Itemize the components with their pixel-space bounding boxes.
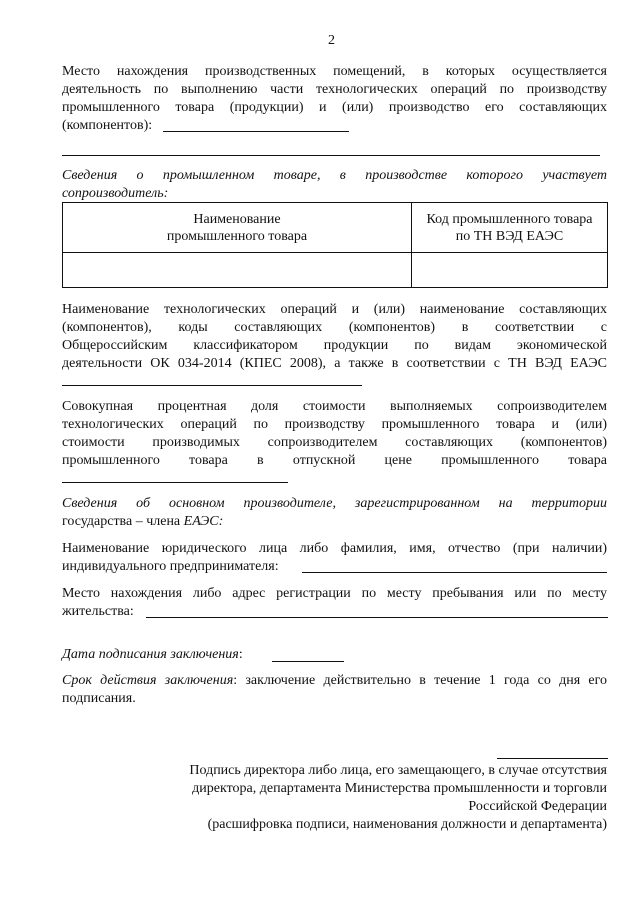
share-text-line: технологических операций по производству промышленного товара и (или) bbox=[62, 417, 607, 432]
location-text-line: Место нахождения производственных помещений, в которых осуществляется bbox=[62, 64, 607, 79]
signature-caption-line: (расшифровка подписи, наименования должности и департамента) bbox=[207, 817, 607, 832]
producer-name-label: Наименование юридического лица либо фамилия, имя, отчество (при наличии) bbox=[62, 541, 607, 556]
location-text-line: деятельность по выполнению части технологических операций по производству bbox=[62, 82, 607, 97]
heading-italic-part: ЕАЭС: bbox=[183, 514, 224, 529]
heading-normal-part: государства – члена bbox=[62, 514, 184, 529]
validity-label: Срок действия заключения bbox=[62, 673, 234, 688]
operations-text-line: Общероссийским классификатором продукции по видам экономической bbox=[62, 338, 607, 353]
validity-line: подписания. bbox=[62, 691, 136, 706]
share-text-line: Совокупная процентная доля стоимости выполняемых сопроизводителем bbox=[62, 399, 607, 414]
producer-address-label: жительства: bbox=[62, 604, 134, 619]
signature-caption-line: директора, департамента Министерства промышленности и торговли bbox=[192, 781, 607, 796]
signing-date-field[interactable] bbox=[272, 661, 344, 662]
product-table bbox=[62, 202, 608, 288]
location-fill-line-2[interactable] bbox=[62, 155, 600, 156]
location-text-line: (компонентов): bbox=[62, 118, 153, 133]
share-text-line: промышленного товара в отпускной цене промышленного товара bbox=[62, 453, 607, 468]
product-name-cell[interactable] bbox=[63, 253, 412, 288]
main-producer-heading: Сведения об основном производителе, зарегистрированном на территории bbox=[62, 496, 607, 511]
header-line: Наименование bbox=[193, 211, 281, 227]
product-info-heading: Сведения о промышленном товаре, в производстве которого участвует bbox=[62, 168, 607, 183]
operations-text-line: Наименование технологических операций и (или) наименование составляющих bbox=[62, 302, 607, 317]
operations-text-line: (компонентов), коды составляющих (компонентов) в соответствии с bbox=[62, 320, 607, 335]
header-line: Код промышленного товара bbox=[426, 211, 593, 227]
page-number: 2 bbox=[328, 33, 335, 48]
producer-name-label: индивидуального предпринимателя: bbox=[62, 559, 279, 574]
product-info-heading: сопроизводитель: bbox=[62, 186, 169, 201]
share-text-line: стоимости производимых сопроизводителем составляющих (компонентов) bbox=[62, 435, 607, 450]
table-header-product-name bbox=[63, 203, 412, 253]
signature-field[interactable] bbox=[497, 758, 608, 759]
producer-address-label: Место нахождения либо адрес регистрации по месту пребывания или по месту bbox=[62, 586, 607, 601]
product-code-cell[interactable] bbox=[412, 253, 608, 288]
validity-line bbox=[62, 672, 607, 690]
table-header-product-code bbox=[412, 203, 608, 253]
main-producer-heading-line2 bbox=[62, 513, 223, 531]
location-fill-line[interactable] bbox=[163, 131, 349, 132]
signature-caption-line: Подпись директора либо лица, его замещающего, в случае отсутствия bbox=[189, 763, 607, 778]
location-text-line: промышленного товара (продукции) и (или) производство его составляющих bbox=[62, 100, 607, 115]
operations-fill-line[interactable] bbox=[62, 385, 362, 386]
signing-date-row bbox=[62, 646, 243, 664]
validity-text: : заключение действительно в течение 1 года со дня его bbox=[233, 673, 607, 688]
signature-caption-line: Российской Федерации bbox=[468, 799, 607, 814]
operations-text-line: деятельности ОК 034-2014 (КПЕС 2008), а также в соответствии с ТН ВЭД ЕАЭС bbox=[62, 356, 607, 371]
header-line: по ТН ВЭД ЕАЭС bbox=[455, 228, 564, 244]
producer-name-field[interactable] bbox=[302, 572, 607, 573]
signing-date-colon: : bbox=[238, 647, 243, 662]
producer-address-field[interactable] bbox=[146, 617, 608, 618]
signing-date-label: Дата подписания заключения bbox=[62, 647, 239, 662]
table-row bbox=[63, 253, 608, 288]
share-fill-line[interactable] bbox=[62, 482, 288, 483]
header-line: промышленного товара bbox=[166, 228, 308, 244]
